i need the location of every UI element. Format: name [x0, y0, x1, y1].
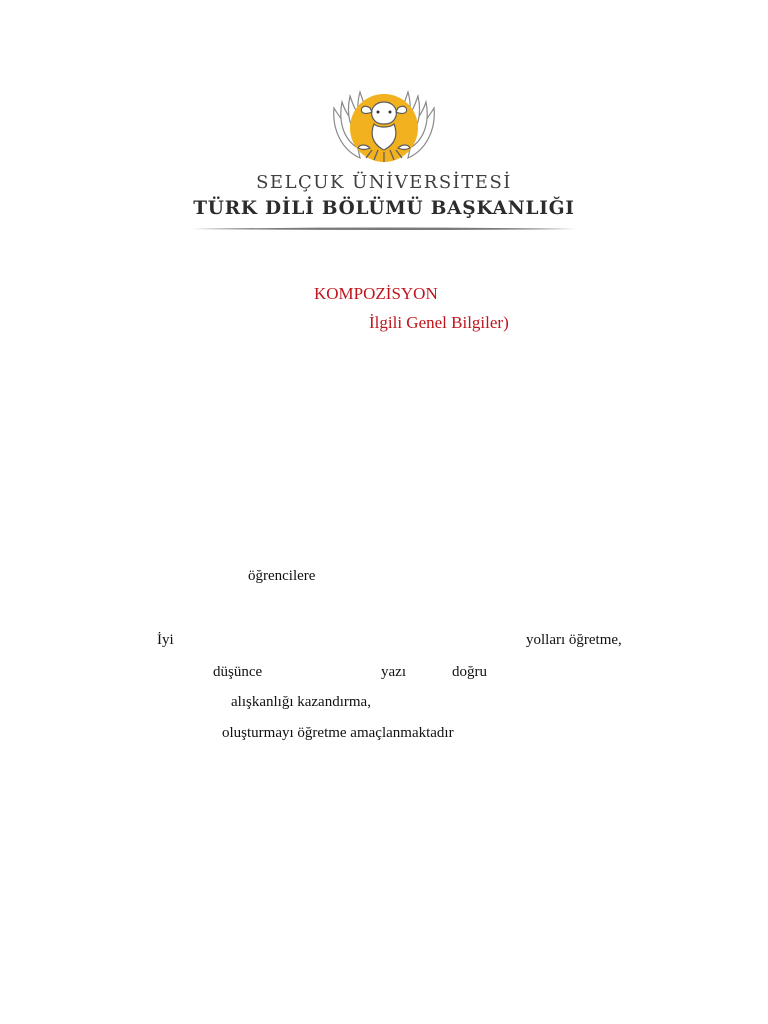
body-text-fragment: öğrencilere	[248, 568, 316, 584]
document-subtitle: İlgili Genel Bilgiler)	[369, 313, 509, 332]
body-text-fragment: alışkanlığı kazandırma,	[231, 694, 371, 710]
body-text-fragment: yolları öğretme,	[526, 632, 622, 648]
department-name: TÜRK DİLİ BÖLÜMÜ BAŞKANLIĞI	[193, 198, 575, 219]
document-title: KOMPOZİSYON	[314, 284, 438, 303]
university-logo-icon	[320, 78, 448, 176]
body-text-fragment: İyi	[157, 632, 174, 648]
body-text-fragment: düşünce	[213, 664, 263, 680]
body-text-fragment: doğru	[452, 664, 487, 680]
body-text-fragment: oluşturmayı öğretme amaçlanmaktadır	[222, 725, 454, 741]
header-divider	[192, 226, 576, 232]
body-text-fragment: yazı	[381, 664, 406, 680]
university-name: SELÇUK ÜNİVERSİTESİ	[256, 172, 512, 193]
